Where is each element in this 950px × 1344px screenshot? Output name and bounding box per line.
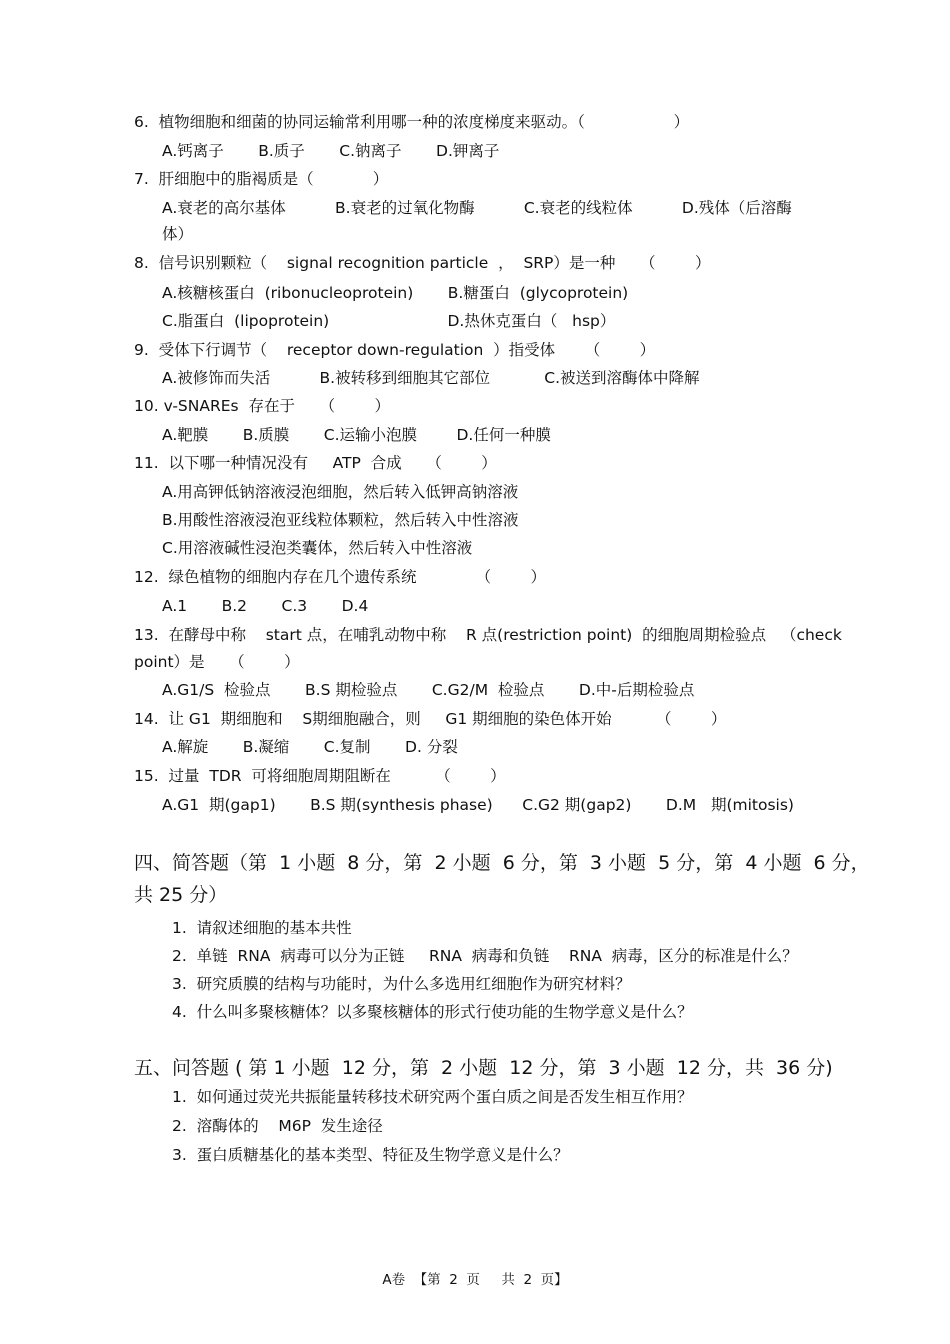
question-9: 9. 受体下行调节（ receptor down-regulation ）指受体 （ ） [134,341,656,359]
question-8: 8. 信号识别颗粒（ signal recognition particle ， SRP）是一种 （ ） [134,254,711,272]
section-4-item-3: 3. 研究质膜的结构与功能时，为什么多选用红细胞作为研究材料？ [172,975,631,993]
page-footer: A卷 【第 2 页 共 2 页】 [382,1272,568,1288]
question-6: 6. 植物细胞和细菌的协同运输常利用哪一种的浓度梯度来驱动。（ ） [134,113,690,131]
question-11: 11. 以下哪一种情况没有 ATP 合成 （ ） [134,454,497,472]
question-6-options: A.钙离子 B.质子 C.钠离子 D.钾离子 [162,142,500,160]
question-14: 14. 让 G1 期细胞和 S期细胞融合，则 G1 期细胞的染色体开始 （ ） [134,710,727,728]
question-10: 10. v-SNAREs 存在于 （ ） [134,397,391,415]
section-4-item-4: 4. 什么叫多聚核糖体？以多聚核糖体的形式行使功能的生物学意义是什么？ [172,1003,693,1021]
question-13: 13. 在酵母中称 start 点，在哺乳动物中称 R 点(restriction point) 的细胞周期检验点 （check [134,626,842,644]
question-10-options: A.靶膜 B.质膜 C.运输小泡膜 D.任何一种膜 [162,426,551,444]
question-11-option-b: B.用酸性溶液浸泡亚线粒体颗粒，然后转入中性溶液 [162,511,519,529]
section-5-item-3: 3. 蛋白质糖基化的基本类型、特征及生物学意义是什么？ [172,1146,569,1164]
question-11-option-a: A.用高钾低钠溶液浸泡细胞，然后转入低钾高钠溶液 [162,483,519,501]
section-4-heading: 四、简答题（第 1 小题 8 分，第 2 小题 6 分，第 3 小题 5 分，第 4 小题 6 分， [134,852,870,874]
question-8-options-a: A.核糖核蛋白 (ribonucleoprotein) B.糖蛋白 (glycoprotein) [162,284,629,302]
question-14-options: A.解旋 B.凝缩 C.复制 D. 分裂 [162,738,458,756]
question-13-options: A.G1/S 检验点 B.S 期检验点 C.G2/M 检验点 D.中-后期检验点 [162,681,695,699]
section-5-item-1: 1. 如何通过荧光共振能量转移技术研究两个蛋白质之间是否发生相互作用？ [172,1088,693,1106]
section-4-item-1: 1. 请叙述细胞的基本共性 [172,919,352,937]
section-5-heading: 五、问答题 ( 第 1 小题 12 分，第 2 小题 12 分，第 3 小题 12 分，共 36 分) [134,1057,833,1079]
section-4-item-2: 2. 单链 RNA 病毒可以分为正链 RNA 病毒和负链 RNA 病毒，区分的标准是什么？ [172,947,798,965]
question-8-options-b: C.脂蛋白 (lipoprotein) D.热休克蛋白（ hsp） [162,312,616,330]
question-7-options: A.衰老的高尔基体 B.衰老的过氧化物酶 C.衰老的线粒体 D.残体（后溶酶 [162,199,792,217]
question-9-options: A.被修饰而失活 B.被转移到细胞其它部位 C.被送到溶酶体中降解 [162,369,700,387]
question-12-options: A.1 B.2 C.3 D.4 [162,597,369,615]
question-11-option-c: C.用溶液碱性浸泡类囊体，然后转入中性溶液 [162,539,473,557]
question-7-options-cont: 体） [162,225,194,243]
question-15: 15. 过量 TDR 可将细胞周期阻断在 （ ） [134,767,506,785]
section-5-item-2: 2. 溶酶体的 M6P 发生途径 [172,1117,383,1135]
question-15-options: A.G1 期(gap1) B.S 期(synthesis phase) C.G2 期(gap2) D.M 期(mitosis) [162,796,794,814]
question-13-cont: point）是 （ ） [134,653,300,671]
question-7: 7. 肝细胞中的脂褐质是（ ） [134,170,389,188]
section-4-heading-cont: 共 25 分） [134,884,228,906]
question-12: 12. 绿色植物的细胞内存在几个遗传系统 （ ） [134,568,547,586]
